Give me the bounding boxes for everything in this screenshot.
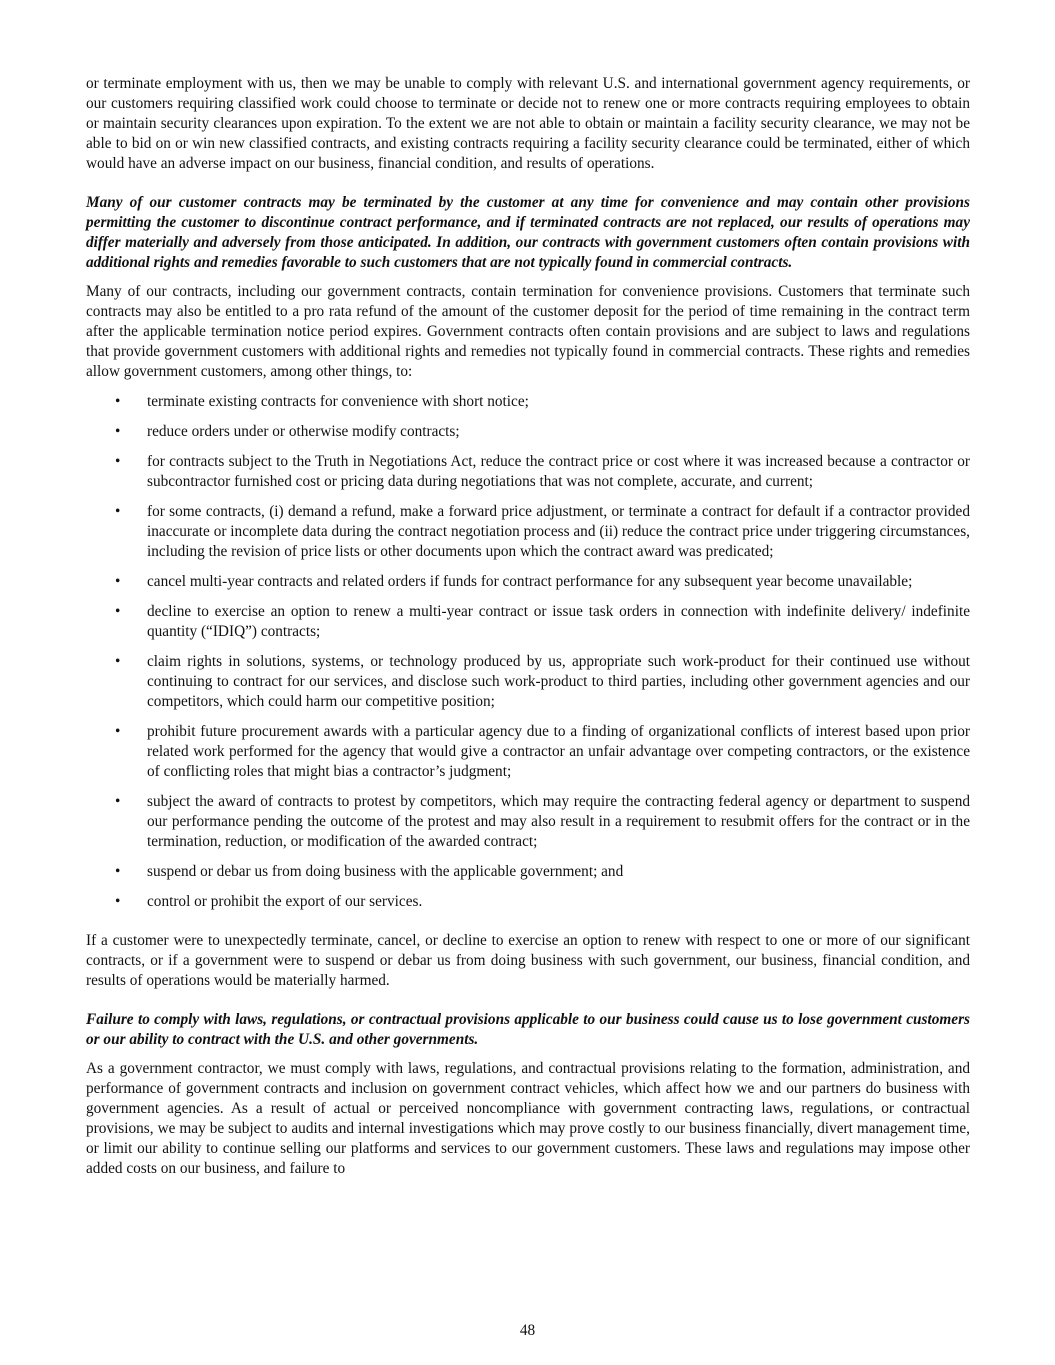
bullet-marker: • — [115, 423, 121, 440]
list-item: • decline to exercise an option to renew a multi-year contract or issue task orders in connection with indefinite delivery/ indefinite quantity (“IDIQ”) contracts; — [115, 603, 970, 640]
paragraph-termination-provisions: Many of our contracts, including our government contracts, contain termination for convenience provisions. Customers that terminate such contracts may also be entitled to a pro rata refund of the amount of the customer deposit for the period of time remaining in the contract term after the applicable termination notice period expires. Government contracts often contain provisions and are subject to laws and regulations that provide government customers with additional rights and remedies not typically found in commercial contracts. These rights and remedies allow government customers, among other things, to: — [86, 283, 970, 380]
bullet-marker: • — [115, 393, 121, 410]
list-item: • claim rights in solutions, systems, or technology produced by us, appropriate such work-product for their continued use without continuing to contract for our services, and disclose such work-product to third parties, including other government agencies and our competitors, which could harm our competitive position; — [115, 653, 970, 710]
bullet-marker: • — [115, 453, 121, 470]
list-item: • prohibit future procurement awards with a particular agency due to a finding of organizational conflicts of interest based upon prior related work performed for the agency that would give a contractor an unfair advantage over competing contractors, or the existence of conflicting roles that might bias a contractor’s judgment; — [115, 723, 970, 780]
list-item: • for contracts subject to the Truth in Negotiations Act, reduce the contract price or cost where it was increased because a contractor or subcontractor furnished cost or pricing data during negotiations that was not complete, accurate, and current; — [115, 453, 970, 490]
bullet-marker: • — [115, 793, 121, 810]
paragraph-intro: or terminate employment with us, then we may be unable to comply with relevant U.S. and international government agency requirements, or our customers requiring classified work could choose to terminate or decide not to renew one or more contracts requiring employees to obtain or maintain security clearances upon expiration. To the extent we are not able to obtain or maintain a facility security clearance, we may not be able to bid on or win new classified contracts, and existing contracts requiring a facility security clearance could be terminated, either of which would have an adverse impact on our business, financial condition, and results of operations. — [86, 75, 970, 172]
bullet-marker: • — [115, 893, 121, 910]
list-item: • reduce orders under or otherwise modify contracts; — [115, 423, 460, 440]
list-item: • terminate existing contracts for convenience with short notice; — [115, 393, 529, 410]
bullet-marker: • — [115, 503, 121, 520]
section-heading-contract-termination: Many of our customer contracts may be terminated by the customer at any time for convenience and may contain other provisions permitting the customer to discontinue contract performance, and if terminated contracts are not replaced, our results of operations may differ materially and adversely from those anticipated. In addition, our contracts with government customers often contain provisions with additional rights and remedies favorable to such customers that are not typically found in commercial contracts. — [86, 194, 970, 271]
list-item: • control or prohibit the export of our services. — [115, 893, 423, 910]
bullet-marker: • — [115, 863, 121, 880]
list-item: • cancel multi-year contracts and related orders if funds for contract performance for any subsequent year become unavailable; — [115, 573, 913, 590]
paragraph-material-harm: If a customer were to unexpectedly terminate, cancel, or decline to exercise an option to renew with respect to one or more of our significant contracts, or if a government were to suspend or debar us from doing business with such government, our business, financial condition, and results of operations would be materially harmed. — [86, 932, 970, 989]
list-item: • suspend or debar us from doing business with the applicable government; and — [115, 863, 624, 880]
page-number: 48 — [519, 1322, 536, 1339]
bullet-marker: • — [115, 653, 121, 670]
paragraph-government-contractor: As a government contractor, we must comply with laws, regulations, and contractual provisions relating to the formation, administration, and performance of government contracts and inclusion on government contract vehicles, which affect how we and our partners do business with government agencies. As a result of actual or perceived noncompliance with government contracting laws, regulations, or contractual provisions, we may be subject to audits and internal investigations which may prove costly to our business financially, divert management time, or limit our ability to continue selling our platforms and services to our government customers. These laws and regulations may impose other added costs on our business, and failure to — [86, 1060, 970, 1177]
bullet-marker: • — [115, 603, 121, 620]
section-heading-compliance: Failure to comply with laws, regulations, or contractual provisions applicable to our business could cause us to lose government customers or our ability to contract with the U.S. and other governments. — [86, 1011, 970, 1048]
bullet-marker: • — [115, 723, 121, 740]
bullet-marker: • — [115, 573, 121, 590]
list-item: • subject the award of contracts to protest by competitors, which may require the contracting federal agency or department to suspend our performance pending the outcome of the protest and may also result in a requirement to resubmit offers for the contract or in the termination, reduction, or modification of the awarded contract; — [115, 793, 970, 850]
list-item: • for some contracts, (i) demand a refund, make a forward price adjustment, or terminate a contract for default if a contractor provided inaccurate or incomplete data during the contract negotiation process and (ii) reduce the contract price under triggering circumstances, including the revision of price lists or other documents upon which the contract award was predicated; — [115, 503, 970, 560]
rights-bullet-list — [86, 392, 970, 912]
document-page — [86, 74, 970, 1179]
